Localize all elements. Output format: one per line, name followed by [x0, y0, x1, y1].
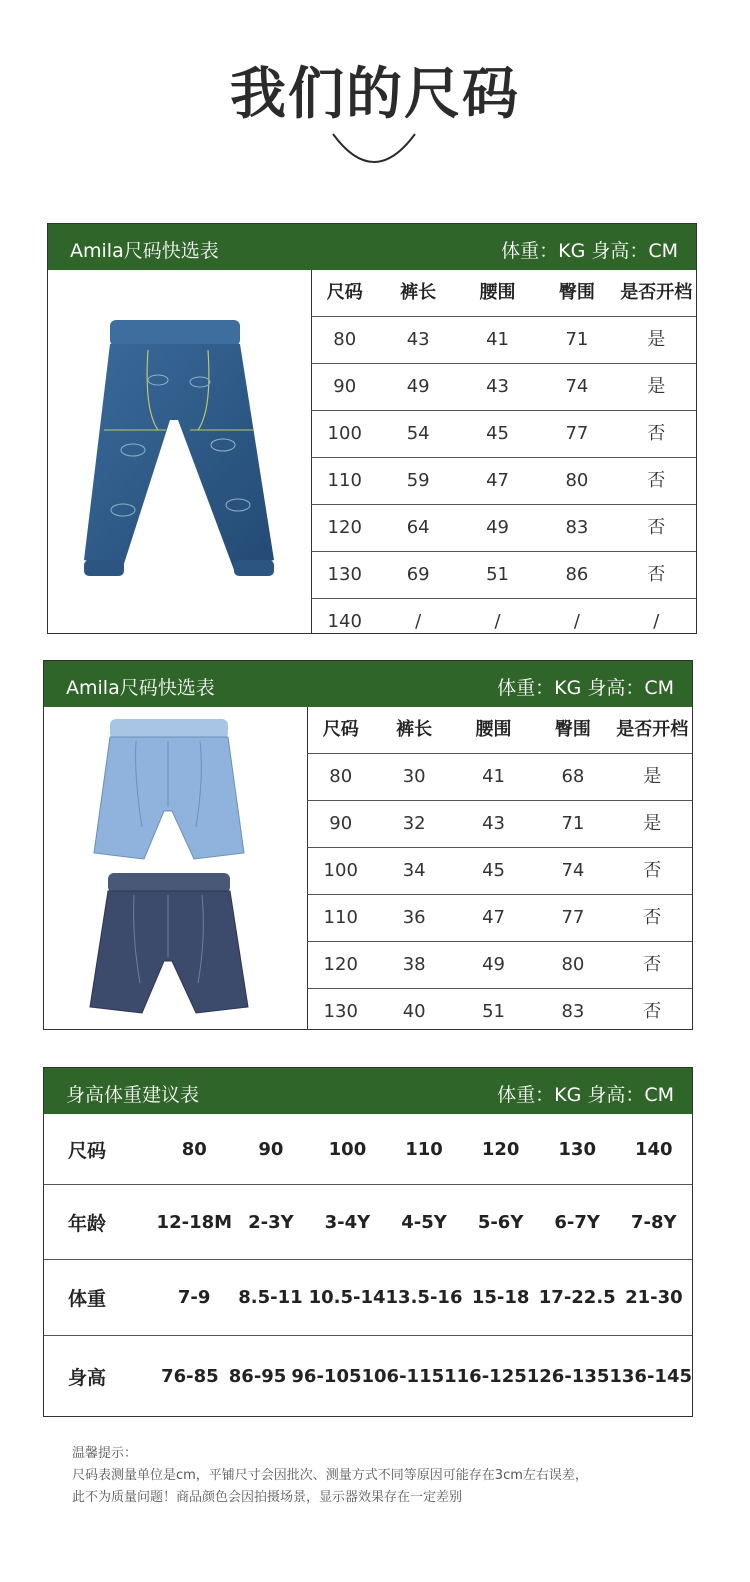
table-row — [307, 895, 692, 942]
table-header-row — [311, 270, 696, 317]
notes-section — [72, 1443, 588, 1509]
table-cell: 32 — [402, 813, 426, 834]
table-cell: 120 — [327, 517, 362, 538]
table-row — [311, 505, 696, 552]
table-cell: 否 — [643, 954, 662, 975]
table-cell: 5-6Y — [477, 1211, 524, 1233]
table-row — [307, 989, 692, 1035]
table-cell: 80 — [181, 1138, 207, 1160]
table-cell: 90 — [333, 376, 357, 397]
table-cell: 130 — [327, 564, 362, 585]
table-cell: 140 — [327, 611, 362, 632]
table-cell: 6-7Y — [554, 1211, 600, 1233]
table-title: 身高体重建议表 — [66, 1084, 200, 1106]
jeans-pants-image — [48, 270, 311, 632]
row-label: 体重 — [68, 1288, 107, 1310]
table-cell: 90 — [258, 1138, 284, 1160]
smile-decoration-icon — [329, 128, 419, 168]
size-table-long-pants — [47, 223, 697, 634]
table-cell: 76-85 — [161, 1365, 219, 1387]
table-cell: 45 — [482, 860, 505, 881]
table-cell: / — [415, 611, 422, 632]
table-cell: 77 — [565, 423, 589, 444]
col-header: 臀围 — [554, 719, 591, 740]
table-cell: 47 — [486, 470, 509, 491]
table-row — [311, 599, 696, 645]
row-label: 尺码 — [68, 1139, 107, 1162]
table-cell: 43 — [486, 376, 509, 397]
table-cell: 80 — [561, 954, 585, 975]
table-cell: 106-115 — [361, 1365, 445, 1387]
size-table-2 — [307, 707, 692, 1035]
col-header: 是否开档 — [620, 282, 693, 303]
table-cell: 96-105 — [291, 1365, 362, 1387]
table-cell: / — [653, 611, 660, 632]
notes-line: 尺码表测量单位是cm，平铺尺寸会因批次、测量方式不同等原因可能存在3cm左右误差， — [72, 1468, 588, 1483]
size-table-1 — [311, 270, 696, 645]
table-cell: 100 — [323, 860, 358, 881]
table-cell: 74 — [561, 860, 585, 881]
table-cell: 59 — [406, 470, 430, 491]
table-units: 体重：KG 身高：CM — [497, 1084, 674, 1106]
table-cell: 43 — [482, 813, 505, 834]
table-row-size — [44, 1114, 692, 1185]
table-cell: 10.5-14 — [308, 1287, 386, 1308]
table-cell: 120 — [323, 954, 358, 975]
table-cell: 51 — [486, 564, 509, 585]
row-label: 身高 — [68, 1366, 107, 1389]
table-cell: 41 — [482, 766, 505, 787]
table-cell: 49 — [486, 517, 509, 538]
table-cell: 86-95 — [228, 1365, 287, 1387]
table-cell: 80 — [565, 470, 589, 491]
table-cell: 71 — [565, 329, 589, 350]
table-cell: 83 — [565, 517, 589, 538]
col-header: 腰围 — [479, 282, 516, 303]
shorts-image — [44, 707, 307, 1028]
table-cell: 12-18M — [156, 1211, 233, 1233]
table-row — [307, 942, 692, 989]
table-row — [311, 552, 696, 599]
col-header: 裤长 — [400, 282, 437, 303]
page-title: 我们的尺码 — [230, 62, 520, 127]
table-cell: 69 — [406, 564, 430, 585]
table-cell: 116-125 — [444, 1365, 527, 1387]
product-image-area — [44, 707, 308, 1029]
table-cell: 120 — [481, 1138, 520, 1160]
table-cell: 41 — [486, 329, 509, 350]
table-cell: 54 — [406, 423, 430, 444]
table-row-age — [44, 1185, 692, 1260]
table-cell: 100 — [327, 423, 362, 444]
table-cell: 40 — [402, 1001, 426, 1022]
table-cell: 是 — [647, 376, 666, 397]
col-header: 是否开档 — [616, 719, 689, 740]
table-title: Amila尺码快选表 — [70, 240, 219, 262]
col-header: 腰围 — [475, 719, 512, 740]
table-cell: 86 — [565, 564, 589, 585]
table-row — [311, 411, 696, 458]
table-cell: 90 — [329, 813, 353, 834]
table-row — [311, 458, 696, 505]
table-cell: 71 — [561, 813, 585, 834]
table-cell: 80 — [333, 329, 357, 350]
table-cell: 126-135 — [526, 1365, 610, 1387]
table-cell: 110 — [405, 1138, 443, 1160]
table-cell: / — [494, 611, 501, 632]
table-cell: 是 — [643, 813, 662, 834]
table-units: 体重：KG 身高：CM — [497, 677, 674, 699]
product-image-area — [48, 270, 312, 633]
table-cell: 否 — [643, 907, 662, 928]
row-label: 年龄 — [68, 1212, 107, 1235]
table-cell: 49 — [406, 376, 430, 397]
height-weight-table — [43, 1067, 693, 1417]
table-cell: 51 — [482, 1001, 505, 1022]
table-cell: 47 — [482, 907, 505, 928]
table-header-bar — [44, 1068, 692, 1114]
table-cell: 38 — [402, 954, 426, 975]
col-header: 臀围 — [558, 282, 595, 303]
table-cell: 否 — [643, 860, 662, 881]
table-cell: 17-22.5 — [538, 1287, 616, 1308]
col-header: 尺码 — [326, 282, 363, 303]
table-cell: 是 — [647, 329, 666, 350]
table-cell: 110 — [327, 470, 362, 491]
table-cell: 2-3Y — [248, 1211, 294, 1233]
table-cell: 否 — [647, 423, 666, 444]
table-cell: 49 — [482, 954, 505, 975]
table-cell: 15-18 — [471, 1287, 530, 1308]
table-cell: 64 — [406, 517, 430, 538]
table-cell: 36 — [402, 907, 426, 928]
table-cell: 45 — [486, 423, 509, 444]
table-row — [311, 317, 696, 364]
table-cell: 否 — [647, 470, 666, 491]
table-cell: 74 — [565, 376, 589, 397]
table-cell: / — [573, 611, 580, 632]
size-table-shorts — [43, 660, 693, 1030]
table-title: Amila尺码快选表 — [66, 677, 215, 699]
table-cell: 21-30 — [625, 1287, 683, 1308]
table-cell: 否 — [647, 517, 666, 538]
table-cell: 83 — [561, 1001, 585, 1022]
table-cell: 13.5-16 — [385, 1287, 463, 1308]
table-cell: 77 — [561, 907, 585, 928]
table-header-bar — [48, 224, 696, 270]
table-row — [307, 754, 692, 801]
table-header-bar — [44, 661, 692, 707]
table-cell: 30 — [402, 766, 426, 787]
table-cell: 7-8Y — [630, 1211, 677, 1233]
table-cell: 110 — [323, 907, 358, 928]
notes-heading: 温馨提示： — [72, 1446, 138, 1461]
table-cell: 130 — [323, 1001, 358, 1022]
col-header: 裤长 — [396, 719, 433, 740]
table-cell: 4-5Y — [401, 1211, 447, 1233]
table-cell: 68 — [561, 766, 585, 787]
table-row — [307, 848, 692, 895]
notes-line: 此不为质量问题！商品颜色会因拍摄场景，显示器效果存在一定差别 — [72, 1490, 463, 1505]
table-row-weight — [44, 1260, 692, 1336]
table-header-row — [307, 707, 692, 754]
table-cell: 43 — [406, 329, 430, 350]
table-row — [311, 364, 696, 411]
table-cell: 80 — [329, 766, 353, 787]
table-units: 体重：KG 身高：CM — [501, 240, 678, 262]
table-cell: 是 — [643, 766, 662, 787]
table-cell: 8.5-11 — [238, 1287, 303, 1308]
table-cell: 100 — [328, 1138, 367, 1160]
table-row — [307, 801, 692, 848]
col-header: 尺码 — [322, 719, 359, 740]
table-cell: 34 — [402, 860, 426, 881]
table-cell: 否 — [647, 564, 666, 585]
table-cell: 否 — [643, 1001, 662, 1022]
table-cell: 3-4Y — [324, 1211, 371, 1233]
table-cell: 136-145 — [609, 1365, 692, 1387]
table-cell: 130 — [558, 1138, 596, 1160]
table-cell: 140 — [634, 1138, 673, 1160]
table-cell: 7-9 — [177, 1287, 211, 1308]
table-row-height — [44, 1336, 692, 1416]
